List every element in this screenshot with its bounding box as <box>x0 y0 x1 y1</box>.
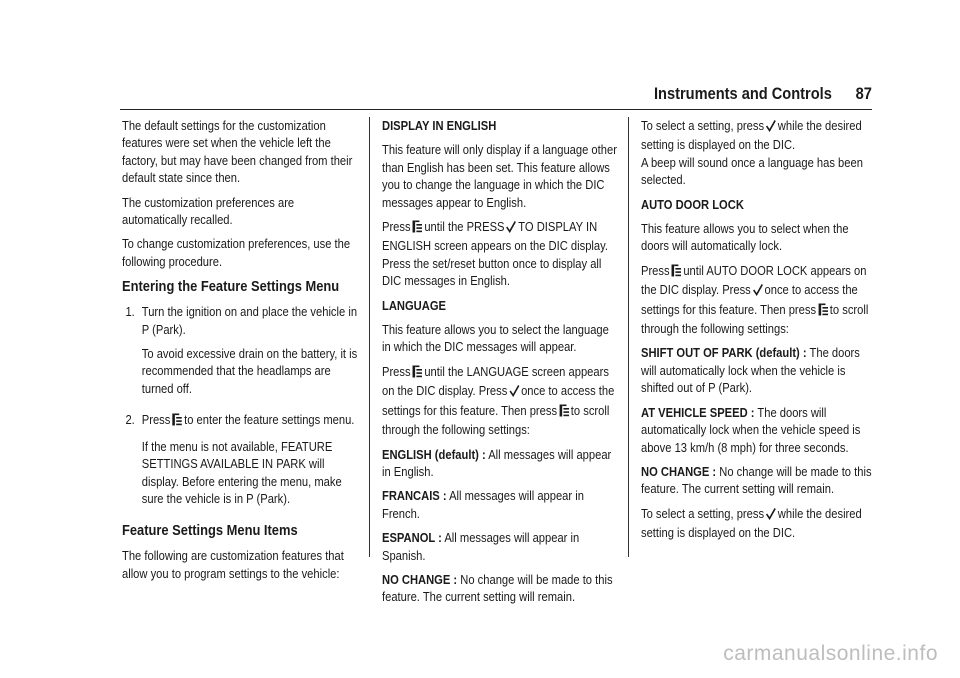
paragraph: The following are customization features that allow you to program settings to the vehicle: <box>122 548 344 581</box>
column-2 <box>382 117 619 613</box>
header-rule <box>120 109 872 110</box>
setting-option: NO CHANGE : No change will be made to this feature. The current setting will remain. <box>382 571 613 605</box>
menu-list-icon <box>412 365 422 382</box>
setting-option: FRANCAIS : All messages will appear in French. <box>382 488 584 521</box>
menu-list-icon <box>172 413 182 430</box>
paragraph: This feature will only display if a language other than English has been set. This feature allows you to change the language in which the DIC messages appear to English. <box>382 142 617 210</box>
setting-option: SHIFT OUT OF PARK (default) : The doors will automatically lock when the vehicle is shifted out of P (Park). <box>641 345 860 396</box>
paragraph: A beep will sound once a language has been selected. <box>641 154 863 188</box>
section-heading: Feature Settings Menu Items <box>122 522 298 540</box>
paragraph: The default settings for the customization features were set when the vehicle left the factory, but may have been changed from their default state since then. <box>122 118 353 186</box>
setting-option: AT VEHICLE SPEED : The doors will automatically lock when the vehicle speed is above 13 km/h (8 mph) for three seconds. <box>641 404 861 455</box>
paragraph: Press until the PRESS TO DISPLAY IN ENGLISH screen appears on the DIC display. Press the set/reset button once to display all DIC messages in English. <box>382 219 608 289</box>
subheading: DISPLAY IN ENGLISH <box>382 118 497 133</box>
step-number: 1. <box>125 304 135 320</box>
page-number: 87 <box>855 84 872 103</box>
column-1 <box>122 117 359 589</box>
setting-option: ENGLISH (default) : All messages will appear in English. <box>382 446 612 479</box>
subheading: AUTO DOOR LOCK <box>641 196 744 212</box>
step-text: Turn the ignition on and place the vehicle in P (Park). <box>141 304 358 337</box>
column-divider <box>628 117 629 557</box>
setting-option: NO CHANGE : No change will be made to this feature. The current setting will remain. <box>641 463 872 497</box>
steps-list <box>122 303 359 514</box>
column-divider <box>369 117 370 557</box>
step-text: If the menu is not available, FEATURE SETTINGS AVAILABLE IN PARK will display. Before entering the menu, make sure the vehicle is in P (Park). <box>141 438 342 506</box>
watermark: carmanualsonline.info <box>723 642 938 665</box>
list-item <box>122 303 359 404</box>
paragraph: This feature allows you to select when the doors will automatically lock. <box>641 221 849 254</box>
menu-list-icon <box>818 303 828 320</box>
checkmark-icon <box>509 384 519 401</box>
section-title: Instruments and Controls <box>654 84 832 103</box>
menu-list-icon <box>412 220 422 237</box>
checkmark-icon <box>752 283 762 300</box>
paragraph: The customization preferences are automatically recalled. <box>122 194 295 228</box>
checkmark-icon <box>766 119 776 136</box>
checkmark-icon <box>766 507 776 524</box>
paragraph: To select a setting, press while the desired setting is displayed on the DIC. <box>641 505 862 541</box>
setting-option: ESPANOL : All messages will appear in Spanish. <box>382 530 580 563</box>
column-3 <box>641 117 878 549</box>
paragraph: Press until the LANGUAGE screen appears on the DIC display. Press once to access the settings for this feature. Then press to scroll through the following settings: <box>382 363 615 438</box>
paragraph: To change customization preferences, use the following procedure. <box>122 236 351 269</box>
step-text: Press to enter the feature settings menu. <box>142 411 360 430</box>
paragraph: Press until AUTO DOOR LOCK appears on the DIC display. Press once to access the settings for this feature. Then press to scroll through the following settings: <box>641 262 869 337</box>
list-item <box>122 411 359 514</box>
paragraph: To select a setting, press while the desired setting is displayed on the DIC. <box>641 118 862 153</box>
page-header <box>0 80 960 110</box>
step-number: 2. <box>125 412 135 428</box>
section-heading: Entering the Feature Settings Menu <box>122 278 340 296</box>
step-text: To avoid excessive drain on the battery, it is recommended that the headlamps are turned off. <box>141 346 358 396</box>
subheading: LANGUAGE <box>382 297 446 313</box>
menu-list-icon <box>671 264 681 281</box>
checkmark-icon <box>506 220 516 237</box>
paragraph: This feature allows you to select the language in which the DIC messages will appear. <box>382 322 609 355</box>
menu-list-icon <box>559 404 569 421</box>
